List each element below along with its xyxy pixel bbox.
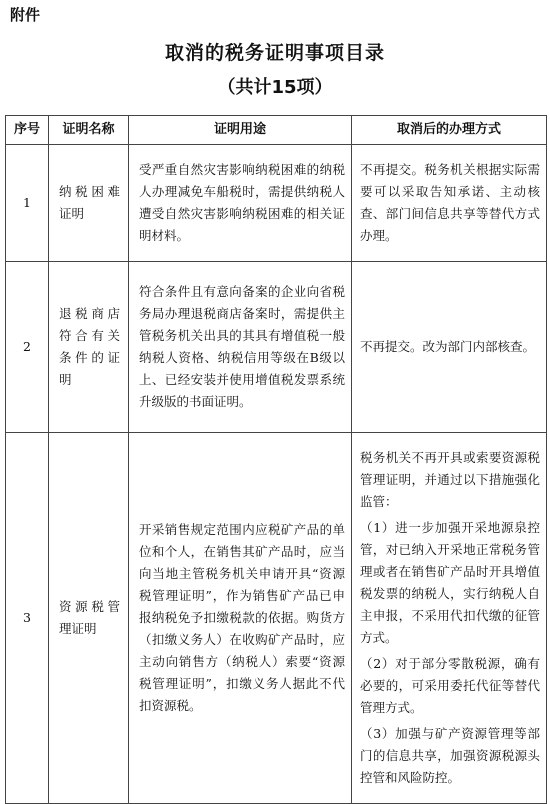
row-usage: 开采销售规定范围内应税矿产品的单位和个人，在销售其矿产品时，应当向当地主管税务机关申请开具“资源税管理证明”，作为销售矿产品已申报纳税免予扣缴税款的依据。购货方（扣缴义务人）在收购矿产品时，应主动向销售方（纳税人）索要“资源税管理证明”，扣缴义务人据此不代扣资源税。 xyxy=(129,433,352,804)
attachment-label: 附件 xyxy=(10,6,41,24)
handling-paragraph: 税务机关不再开具或索要资源税管理证明，并通过以下措施强化监管： xyxy=(360,450,540,509)
header-usage: 证明用途 xyxy=(129,116,352,145)
page-title: 取消的税务证明事项目录 xyxy=(164,42,385,64)
handling-paragraph: 不再提交。税务机关根据实际需要可以采取告知承诺、主动核查、部门间信息共享等替代方式办理。 xyxy=(360,162,540,243)
row-usage: 受严重自然灾害影响纳税困难的纳税人办理减免车船税时，需提供纳税人遭受自然灾害影响纳税困难的相关证明材料。 xyxy=(129,145,352,262)
header-index: 序号 xyxy=(6,116,49,145)
row-handling xyxy=(352,145,547,262)
table-header-row xyxy=(6,116,547,145)
handling-paragraph: （1）进一步加强开采地源泉控管，对已纳入开采地正常税务管理或者在销售矿产品时开具增值税发票的纳税人，实行纳税人自主申报，不采用代扣代缴的征管方式。 xyxy=(360,520,540,645)
row-index: 3 xyxy=(6,433,49,804)
table-row xyxy=(6,262,547,433)
header-name: 证明名称 xyxy=(49,116,129,145)
handling-paragraph: （2）对于部分零散税源，确有必要的，可采用委托代征等替代管理方式。 xyxy=(360,656,540,715)
table-row xyxy=(6,145,547,262)
header-handling: 取消后的办理方式 xyxy=(352,116,547,145)
certificate-table xyxy=(5,115,547,804)
row-handling xyxy=(352,262,547,433)
row-name: 纳税困难证明 xyxy=(49,145,129,262)
row-name: 资源税管理证明 xyxy=(49,433,129,804)
handling-paragraph: （3）加强与矿产资源管理等部门的信息共享，加强资源税源头控管和风险防控。 xyxy=(360,726,540,785)
row-index: 2 xyxy=(6,262,49,433)
row-handling xyxy=(352,433,547,804)
table-row xyxy=(6,433,547,804)
row-index: 1 xyxy=(6,145,49,262)
handling-paragraph: 不再提交。改为部门内部核查。 xyxy=(360,339,536,354)
page-subtitle: （共计15项） xyxy=(217,77,333,98)
row-name: 退税商店符合有关条件的证明 xyxy=(49,262,129,433)
row-usage: 符合条件且有意向备案的企业向省税务局办理退税商店备案时，需提供主管税务机关出具的其具有增值税一般纳税人资格、纳税信用等级在B级以上、已经安装并使用增值税发票系统升级版的书面证明。 xyxy=(129,262,352,433)
